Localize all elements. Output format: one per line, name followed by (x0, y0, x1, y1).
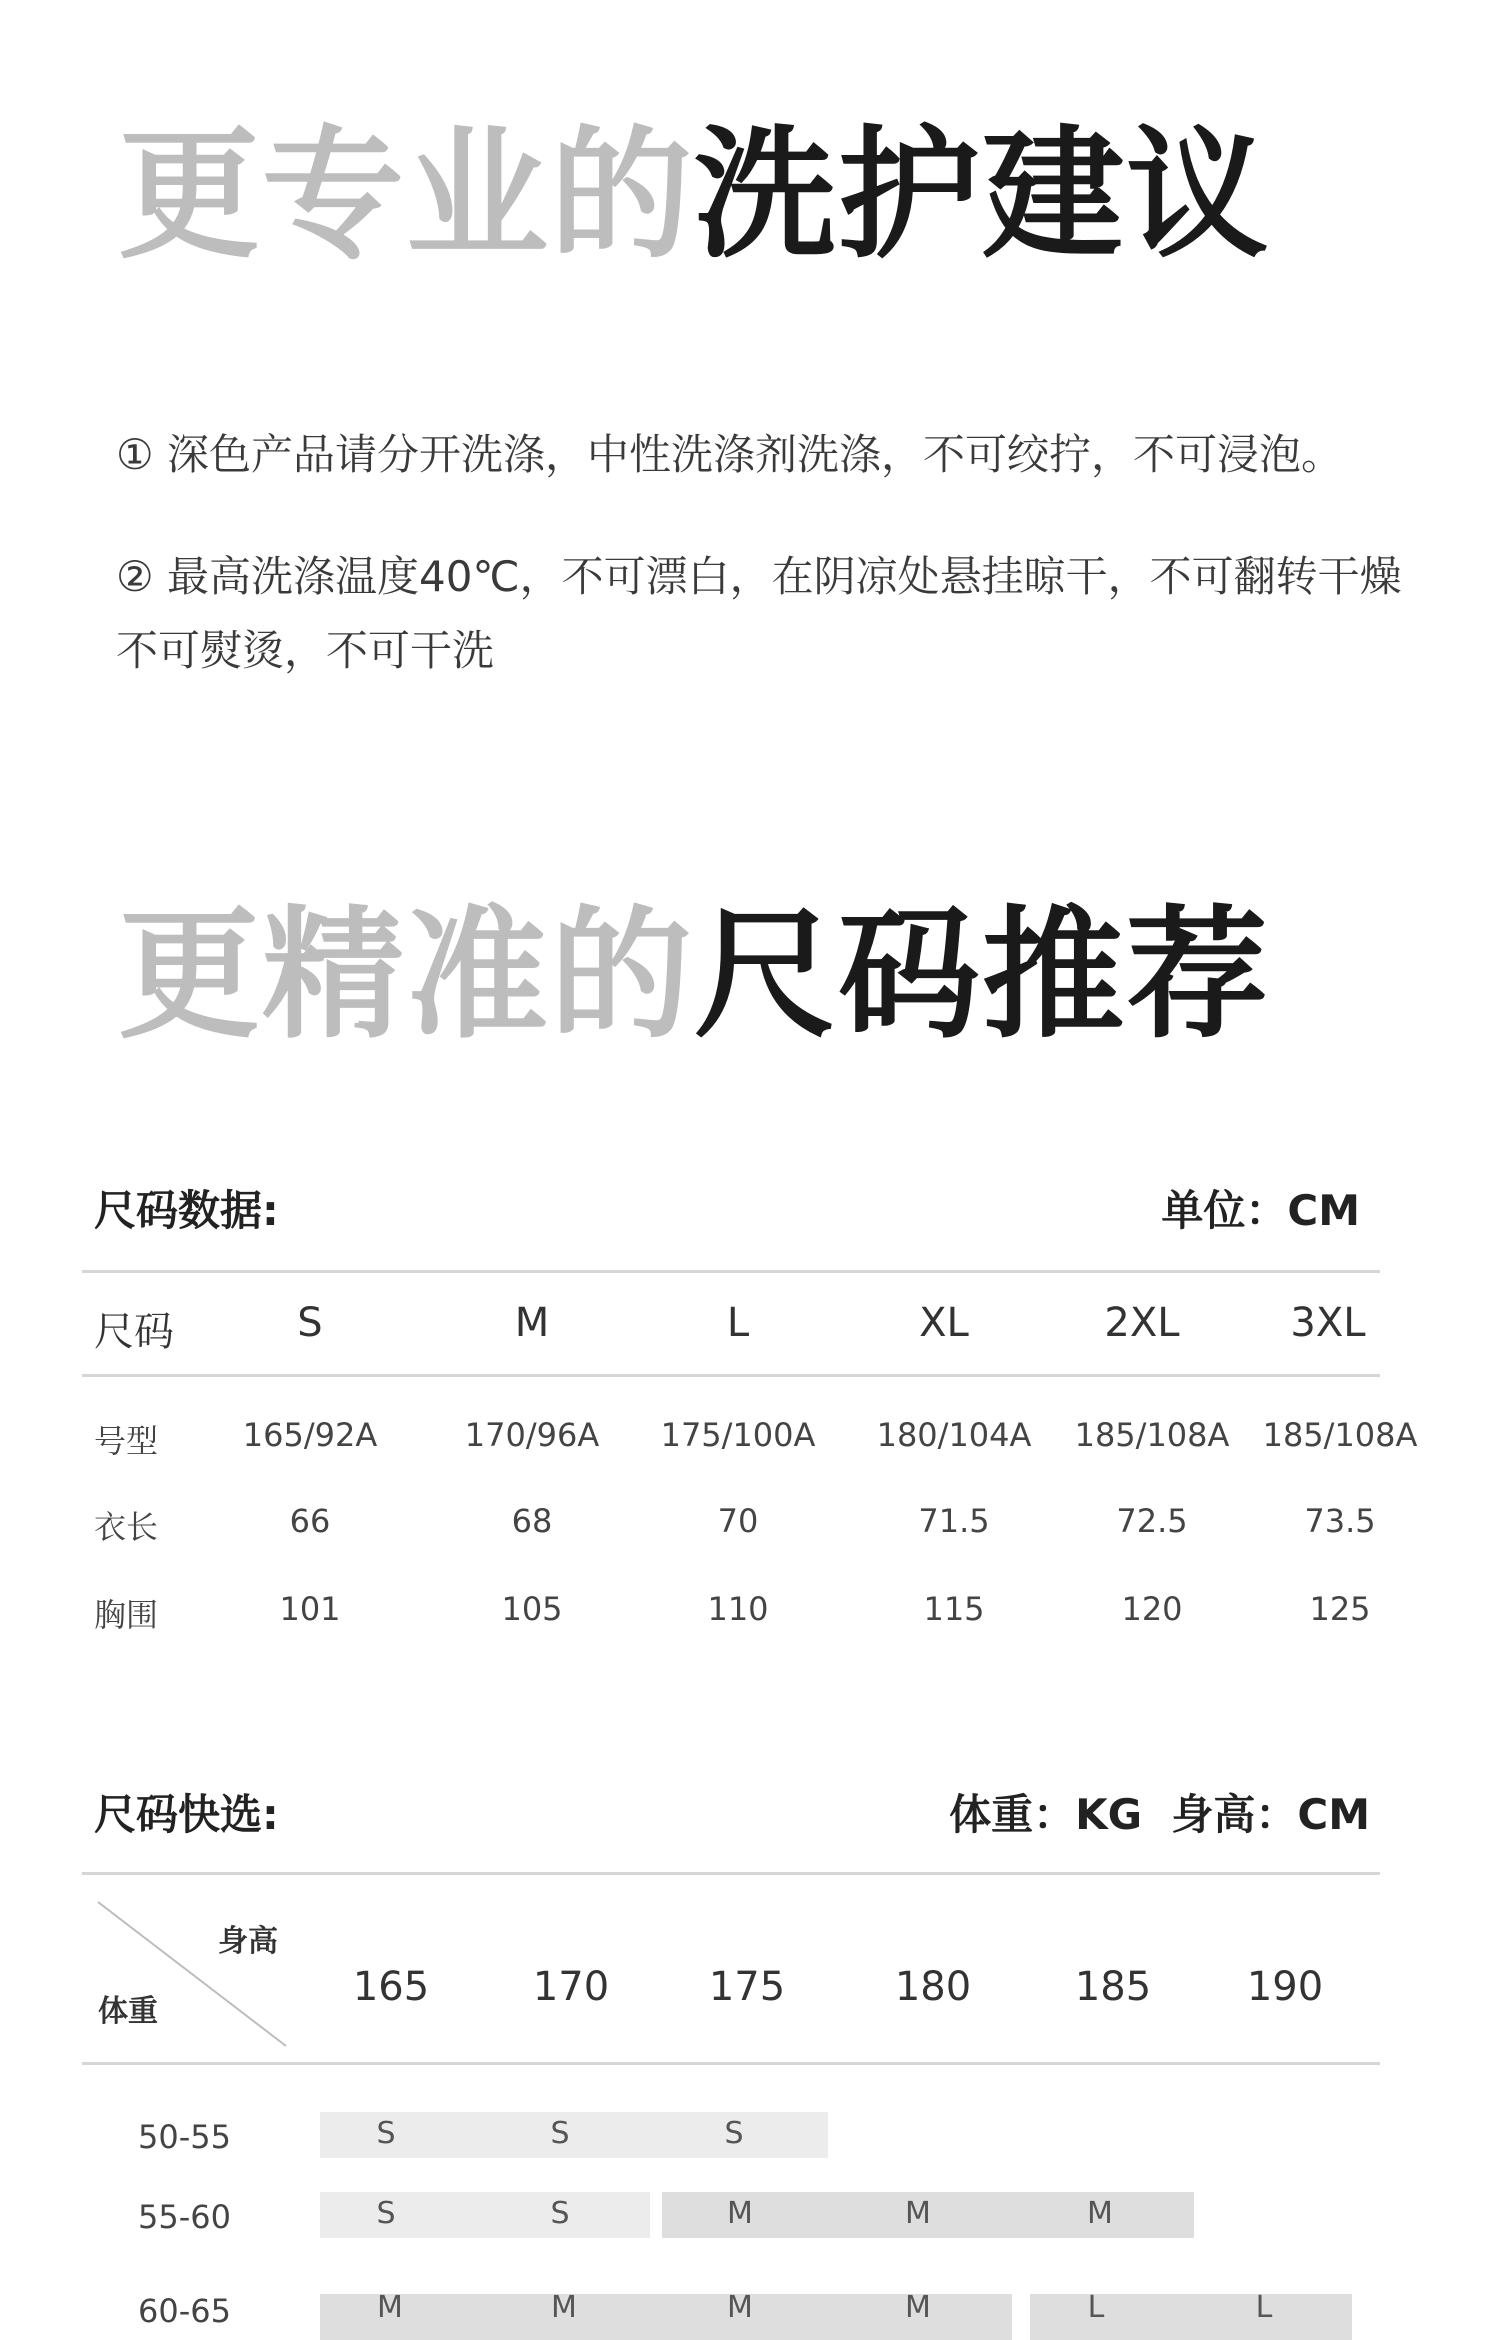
table-row-label: 胸围 (94, 1596, 159, 1634)
size-unit-label: 单位：CM (1161, 1186, 1360, 1235)
size-header-xl: XL (919, 1300, 969, 1346)
table-cell: 165/92A (242, 1416, 378, 1454)
table-cell: 180/104A (876, 1416, 1032, 1454)
height-header: 170 (532, 1964, 610, 2010)
quick-table-top-divider (82, 1872, 1380, 1875)
table-cell: 68 (511, 1502, 553, 1540)
corner-height-label: 身高 (218, 1924, 278, 1959)
size-cell: M (1087, 2196, 1113, 2231)
size-header-l: L (726, 1300, 750, 1346)
height-header: 175 (708, 1964, 786, 2010)
size-title (118, 893, 1270, 1058)
weight-range-label: 50-55 (138, 2118, 231, 2156)
table-cell: 73.5 (1304, 1502, 1376, 1540)
size-cell: M (905, 2290, 931, 2325)
table-cell: 101 (279, 1590, 341, 1628)
size-cell: M (377, 2290, 403, 2325)
care-item-2: ② 最高洗涤温度40℃，不可漂白，在阴凉处悬挂晾干，不可翻转干燥不可熨烫，不可干洗 (116, 552, 1402, 675)
height-header: 185 (1074, 1964, 1152, 2010)
size-cell: M (551, 2290, 577, 2325)
table-row-label: 号型 (94, 1422, 159, 1460)
size-cell: S (550, 2196, 570, 2231)
size-cell: S (376, 2196, 396, 2231)
table-cell: 125 (1309, 1590, 1371, 1628)
table-cell: 70 (717, 1502, 759, 1540)
table-cell: 175/100A (660, 1416, 816, 1454)
care-title-dark: 洗护建议 (694, 113, 1270, 278)
table-cell: 66 (289, 1502, 331, 1540)
size-cell: L (1255, 2290, 1273, 2325)
table-cell: 105 (501, 1590, 563, 1628)
corner-weight-label: 体重 (98, 1994, 158, 2029)
weight-range-label: 60-65 (138, 2292, 231, 2330)
size-cell: L (1087, 2290, 1105, 2325)
size-title-dark: 尺码推荐 (694, 893, 1270, 1058)
quick-label: 尺码快选: (94, 1790, 279, 1839)
size-table-header-divider (82, 1374, 1380, 1377)
care-title-light: 更专业的 (118, 113, 694, 278)
height-header: 180 (894, 1964, 972, 2010)
care-item-1: ① 深色产品请分开洗涤，中性洗涤剂洗涤，不可绞拧，不可浸泡。 (116, 430, 1344, 479)
height-header: 165 (352, 1964, 430, 2010)
size-header-s: S (297, 1300, 323, 1346)
table-cell: 185/108A (1074, 1416, 1230, 1454)
size-header-2xl: 2XL (1104, 1300, 1180, 1346)
quick-table-header-divider (82, 2062, 1380, 2065)
size-header-m: M (514, 1300, 550, 1346)
size-data-label: 尺码数据: (94, 1186, 279, 1235)
size-cell: M (727, 2290, 753, 2325)
size-title-light: 更精准的 (118, 893, 694, 1058)
table-row-label: 衣长 (94, 1508, 159, 1546)
table-cell: 71.5 (918, 1502, 990, 1540)
weight-range-label: 55-60 (138, 2198, 231, 2236)
table-cell: 72.5 (1116, 1502, 1188, 1540)
size-cell: M (727, 2196, 753, 2231)
care-title (118, 113, 1270, 278)
table-cell: 185/108A (1262, 1416, 1418, 1454)
size-header-label: 尺码 (94, 1309, 174, 1355)
quick-unit-label: 体重：KG 身高：CM (949, 1790, 1370, 1839)
table-cell: 120 (1121, 1590, 1183, 1628)
table-cell: 110 (707, 1590, 769, 1628)
size-cell: S (550, 2116, 570, 2151)
size-header-3xl: 3XL (1290, 1300, 1366, 1346)
size-cell: S (376, 2116, 396, 2151)
table-cell: 115 (923, 1590, 985, 1628)
height-header: 190 (1246, 1964, 1324, 2010)
size-cell: S (724, 2116, 744, 2151)
size-table-top-divider (82, 1270, 1380, 1273)
size-cell: M (905, 2196, 931, 2231)
table-cell: 170/96A (464, 1416, 600, 1454)
